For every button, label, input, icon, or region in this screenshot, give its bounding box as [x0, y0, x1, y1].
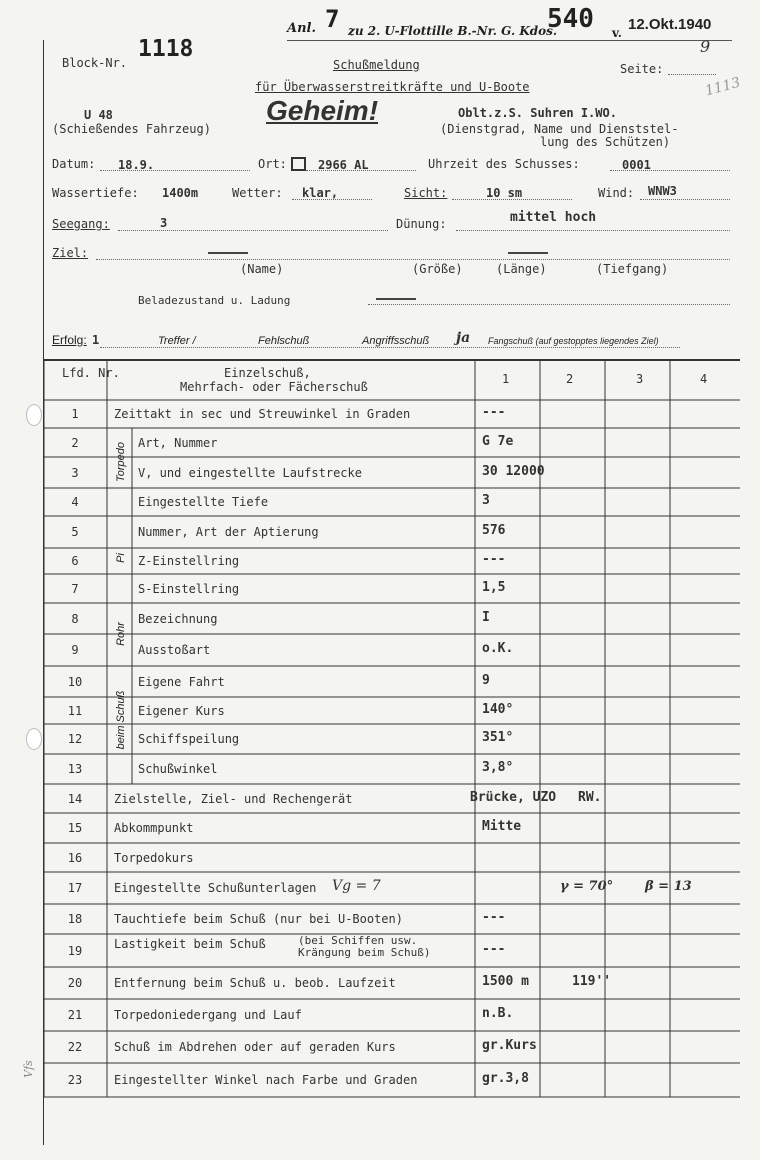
header-anl-num: 7: [325, 5, 340, 33]
row-label: Torpedokurs: [114, 850, 194, 865]
row-nr: 15: [67, 821, 83, 835]
row-nr: 19: [67, 943, 83, 958]
row-value-1: I: [482, 609, 490, 625]
row-value-2: 119'': [572, 974, 612, 989]
datum-label: Datum:: [52, 157, 96, 171]
row-value-1: 1,5: [482, 579, 506, 595]
row-value-1: Mitte: [482, 819, 522, 834]
row-nr: 13: [67, 762, 83, 776]
row-value-1: 140°: [482, 701, 514, 717]
ort-value: 2966 AL: [318, 158, 369, 172]
row-nr: 18: [67, 912, 83, 926]
col-4-head: 4: [700, 372, 708, 386]
row-value-1: gr.3,8: [482, 1071, 529, 1086]
row-value-1: 3: [482, 493, 490, 508]
ort-label: Ort:: [258, 157, 287, 171]
row-nr: 1: [71, 407, 79, 421]
row-nr: 7: [71, 581, 79, 596]
row-nr: 16: [67, 850, 83, 865]
row-nr: 14: [67, 791, 83, 806]
row-value-1: ---: [482, 405, 506, 420]
datum-value: 18.9.: [118, 158, 155, 172]
punch-hole-top: [26, 404, 42, 426]
row-nr: 9: [71, 643, 79, 657]
head-desc-1: Einzelschuß,: [224, 366, 311, 380]
row-value-1: 9: [482, 672, 490, 688]
header-v-label: v.: [612, 26, 622, 40]
header-gkdos-num: 540: [547, 4, 594, 34]
margin-pencil-num: 1113: [703, 74, 743, 100]
row-label: Bezeichnung: [138, 611, 218, 626]
row-nr: 6: [71, 554, 79, 568]
row-nr: 5: [71, 525, 79, 539]
row-value-1: ---: [482, 910, 506, 925]
wetter-label: Wetter:: [232, 186, 283, 200]
groesse-caption: (Größe): [412, 262, 463, 276]
erfolg-treffer: 1: [92, 333, 100, 347]
duenung-label: Dünung:: [396, 217, 447, 231]
row-nr: 23: [67, 1073, 83, 1087]
seegang-value: 3: [160, 216, 168, 230]
row-value-extra: Vg = 7: [332, 878, 381, 894]
margin-note: Vfs: [21, 1060, 35, 1078]
row-nr: 3: [71, 465, 79, 480]
row-label-note: (bei Schiffen usw. Krängung beim Schuß): [298, 934, 431, 959]
row-value-1: o.K.: [482, 641, 514, 656]
row-label: Nummer, Art der Aptierung: [138, 525, 319, 539]
officer-name: Oblt.z.S. Suhren I.WO.: [458, 106, 617, 120]
header-flottille: zu 2. U-Flottille B.-Nr. G. Kdos.: [348, 24, 558, 38]
row-value-1: 1500 m: [482, 974, 529, 989]
fehlschuss-label: Fehlschuß: [258, 335, 310, 347]
wetter-value: klar,: [302, 186, 339, 200]
seite-num: 9: [700, 37, 711, 56]
block-num: 1118: [138, 36, 194, 62]
row-value-1: 30 12000: [482, 463, 545, 479]
row-label: Lastigkeit beim Schuß: [114, 937, 266, 951]
row-label: V, und eingestellte Laufstrecke: [138, 465, 362, 480]
row-nr: 21: [67, 1008, 83, 1022]
row-value-1: 3,8°: [482, 760, 514, 775]
laenge-caption: (Länge): [496, 262, 547, 276]
geheim-stamp: Geheim!: [266, 95, 379, 126]
row-value-1: Brücke, UZO: [470, 789, 557, 805]
name-caption: (Name): [240, 262, 284, 276]
row-label: Eigene Fahrt: [138, 674, 225, 689]
row-label: Z-Einstellring: [138, 554, 240, 568]
head-nr: Lfd. Nr.: [62, 366, 120, 380]
row-label: Eingestellte Tiefe: [138, 495, 269, 509]
row-value-2: RW.: [578, 789, 602, 805]
row-value-1: 351°: [482, 730, 514, 745]
col-3-head: 3: [636, 372, 644, 386]
row-value-1: n.B.: [482, 1006, 514, 1021]
row-value-1: 576: [482, 523, 506, 538]
group-pi: Pi: [115, 553, 127, 563]
row-label: Abkommpunkt: [114, 821, 194, 835]
wassertiefe-value: 1400m: [162, 186, 199, 200]
ziel-label: Ziel:: [52, 246, 89, 260]
group-rohr: Rohr: [115, 622, 127, 646]
row-label: Torpedoniedergang und Lauf: [114, 1008, 302, 1022]
row-label: Entfernung beim Schuß u. beob. Laufzeit: [114, 976, 396, 990]
row-nr: 20: [67, 976, 83, 990]
fangschuss-label: Fangschuß (auf gestopptes liegendes Ziel): [488, 336, 659, 346]
uhrzeit-value: 0001: [622, 158, 651, 172]
row-label: Eigener Kurs: [138, 703, 225, 718]
row-nr: 10: [67, 674, 83, 689]
sicht-label: Sicht:: [404, 186, 448, 200]
row-nr: 4: [71, 495, 79, 509]
officer-caption-2: lung des Schützen): [540, 135, 671, 149]
wind-label: Wind:: [598, 186, 635, 200]
row-label: Tauchtiefe beim Schuß (nur bei U-Booten): [114, 912, 403, 926]
col-1-head: 1: [502, 372, 510, 386]
group-torpedo: Torpedo: [115, 442, 127, 482]
boat-name: U 48: [84, 108, 113, 122]
tiefgang-caption: (Tiefgang): [596, 262, 669, 276]
form-subtitle: für Überwasserstreitkräfte und U-Boote: [255, 80, 530, 94]
form-title: Schußmeldung: [333, 58, 420, 72]
punch-hole-bottom: [26, 728, 42, 750]
seegang-label: Seegang:: [52, 217, 110, 231]
wind-value: WNW3: [648, 184, 677, 198]
duenung-value: mittel hoch: [510, 210, 597, 225]
row-value-2: β = 13: [645, 879, 692, 894]
row-label: Art, Nummer: [138, 435, 218, 450]
officer-caption-1: (Dienstgrad, Name und Dienststel-: [440, 122, 679, 136]
block-label: Block-Nr.: [62, 56, 128, 70]
group-beim-schuss: beim Schuß: [115, 690, 127, 750]
col-2-head: 2: [566, 372, 574, 386]
row-label: S-Einstellring: [138, 581, 240, 596]
row-value-1: γ = 70°: [560, 879, 614, 894]
treffer-label: Treffer /: [158, 335, 196, 347]
angriffsschuss-value: ja: [456, 330, 471, 346]
sicht-value: 10 sm: [486, 186, 523, 200]
row-label: Schiffspeilung: [138, 732, 240, 746]
beladung-label: Beladezustand u. Ladung: [138, 294, 291, 307]
row-label: Schußwinkel: [138, 762, 218, 776]
row-label: Ausstoßart: [138, 643, 211, 657]
row-nr: 11: [67, 703, 83, 718]
header-anl-label: Anl.: [287, 21, 317, 36]
row-label: Eingestellter Winkel nach Farbe und Graden: [114, 1073, 418, 1087]
seite-label: Seite:: [620, 62, 664, 76]
row-label: Zielstelle, Ziel- und Rechengerät: [114, 791, 353, 806]
angriffsschuss-label: Angriffsschuß: [362, 335, 430, 347]
row-value-1: gr.Kurs: [482, 1038, 537, 1053]
row-nr: 17: [67, 881, 83, 895]
head-desc-2: Mehrfach- oder Fächerschuß: [180, 380, 368, 394]
row-label: Eingestellte Schußunterlagen: [114, 881, 317, 895]
row-nr: 8: [71, 611, 79, 626]
row-value-1: G 7e: [482, 433, 514, 449]
row-nr: 12: [67, 732, 83, 746]
boat-caption: (Schießendes Fahrzeug): [52, 122, 211, 136]
row-nr: 22: [67, 1040, 83, 1054]
row-label: Schuß im Abdrehen oder auf geraden Kurs: [114, 1040, 396, 1054]
row-label: Zeittakt in sec und Streuwinkel in Graden: [114, 407, 411, 421]
row-nr: 2: [71, 435, 79, 450]
wassertiefe-label: Wassertiefe:: [52, 186, 139, 200]
header-date: 12.Okt.1940: [628, 16, 712, 33]
row-value-1: ---: [482, 552, 506, 567]
uhrzeit-label: Uhrzeit des Schusses:: [428, 157, 580, 171]
erfolg-label: Erfolg:: [52, 333, 87, 347]
row-value-1: ---: [482, 941, 506, 957]
